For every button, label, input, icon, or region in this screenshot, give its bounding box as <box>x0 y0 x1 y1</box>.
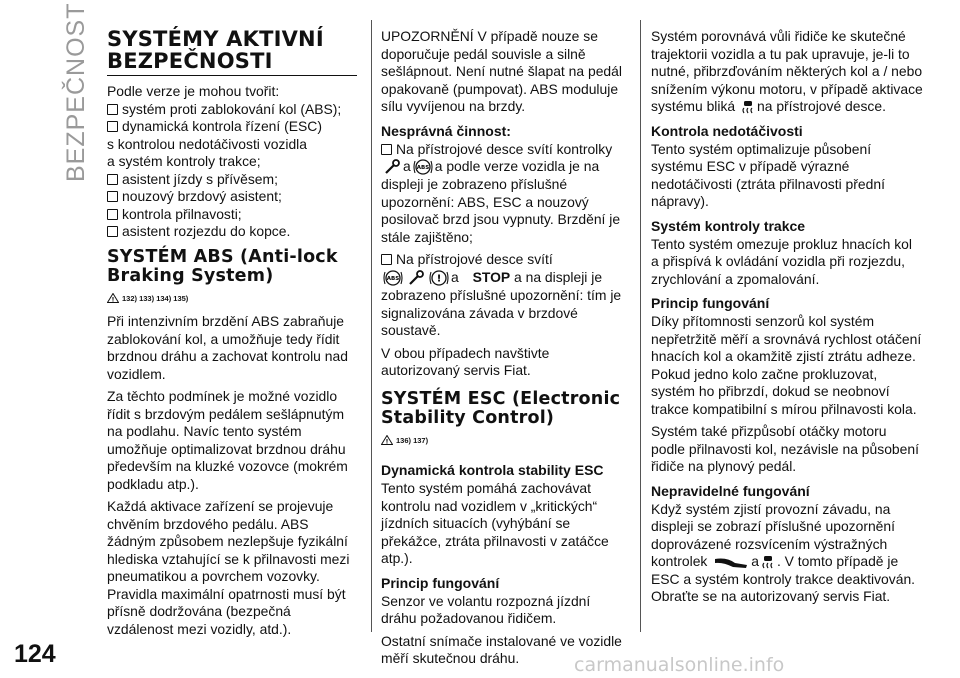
subtitle-irregular: Nepravidelné fungování <box>651 482 810 499</box>
esc-note: s kontrolou nedotáčivosti vozidla <box>107 135 307 152</box>
brake-warning-icon <box>429 269 449 287</box>
paragraph: Tento systém optimalizuje působení systému ESC v případě výrazné nedotáčivosti (ztráta přilnavosti přední nápravy). <box>651 140 885 209</box>
column-3 <box>651 28 923 611</box>
subtitle-understeer: Kontrola nedotáčivosti <box>651 122 803 139</box>
bullet-square-icon <box>381 254 392 265</box>
list-item: dynamická kontrola řízení (ESC) <box>107 118 357 136</box>
paragraph: a ABS a podle verze vozidla je na displeji je zobrazeno příslušné upozornění: ABS, ESC a nouzový posilovač brzd jsou vypnuty. Brzdění je stále zajištěno; <box>381 158 621 245</box>
paragraph: Když systém zjistí provozní závadu, na displeji se zobrazí příslušné upozornění doprovázené rozsvícením výstražných kontrolek a . V tomto případě je ESC a systém kontroly trakce deaktivován. Obraťte se na autorizovaný servis Fiat. <box>651 500 916 604</box>
list-item: nouzový brzdový asistent; <box>107 188 357 206</box>
svg-text:!: ! <box>111 296 115 304</box>
steering-warning-icon <box>713 555 749 569</box>
subtitle-principle: Princip fungování <box>651 295 770 311</box>
list-item: Na přístrojové desce svítí kontrolky <box>381 141 629 159</box>
paragraph: Tento systém pomáhá zachovávat kontrolu nad vozidlem v „kritických“ jízdních situacích (vyhýbání se překážce, ztráta přilnavosti v zatáčce atp.). <box>381 480 609 567</box>
paragraph: V obou případech navštivte autorizovaný servis Fiat. <box>381 344 550 379</box>
section-sidebar-title: BEZPEČNOST <box>62 2 90 182</box>
bullet-square-icon <box>107 121 118 132</box>
list-item: systém proti zablokování kol (ABS); <box>107 101 357 119</box>
bullet-square-icon <box>107 174 118 185</box>
warning-refs: ! 136) 137) <box>381 432 629 450</box>
list-item: asistent jízdy s přívěsem; <box>107 171 357 189</box>
paragraph: Systém porovnává vůli řidiče ke skutečné trajektorii vozidla a tu pak upravuje, je-li to nutné, přibrzďováním některých kol a / nebo snížením výkonu motoru, v případě aktivace systému bliká na přístrojové desce. <box>651 28 923 114</box>
paragraph: Senzor ve volantu rozpozná jízdní dráhu požadovanou řidičem. <box>381 592 591 627</box>
paragraph: Systém také přizpůsobí otáčky motoru podle přilnavosti kol, nezávisle na působení řidiče na plynový pedál. <box>651 423 919 474</box>
column-divider <box>640 20 641 632</box>
list-item: asistent rozjezdu do kopce. <box>107 223 357 241</box>
svg-text:!: ! <box>436 273 442 285</box>
bullet-square-icon <box>107 191 118 202</box>
svg-text:ABS: ABS <box>386 276 400 283</box>
subtitle-traction: Systém kontroly trakce <box>651 217 806 234</box>
section-title-active-safety: SYSTÉMY AKTIVNÍ BEZPEČNOSTI <box>107 28 357 76</box>
abs-warning-icon <box>413 158 433 176</box>
page-number: 124 <box>14 640 56 668</box>
intro-text: Podle verze je mohou tvořit: <box>107 83 280 99</box>
bullet-square-icon <box>107 104 118 115</box>
paragraph: Každá aktivace zařízení se projevuje chvěním brzdového pedálu. ABS žádným způsobem nezlepšuje fyzikální hlediska vztahující se k přilnavosti mezi pneumatikou a povrchem vozovky. Pravidla maximální opatrnosti musí být přísně dodržována (bezpečná vzdálenost mezi vozidly, atd.). <box>107 498 350 637</box>
list-item: kontrola přilnavosti; <box>107 206 357 224</box>
esc-skid-icon <box>741 100 755 114</box>
column-divider <box>371 20 372 632</box>
paragraph: UPOZORNĚNÍ V případě nouze se doporučuje pedál souvisle a silně sešlápnout. Není nutné šlapat na pedál opakovaně (pumpovat). ABS moduluje sílu vyvíjenou na brzdy. <box>381 28 622 114</box>
warning-triangle-icon <box>107 293 119 303</box>
subtitle-wrong-operation: Nesprávná činnost: <box>381 122 511 139</box>
esc-skid-icon <box>761 555 775 569</box>
paragraph: Za těchto podmínek je možné vozidlo řídit s brzdovým pedálem sešlápnutým na podlahu. Navíc tento systém umožňuje optimalizovat brzdnou dráhu především na kluzké vozovce (mokrém podkladu atp.). <box>107 388 348 492</box>
paragraph: Díky přítomnosti senzorů kol systém nepřetržitě měří a srovnává rychlost otáčení hnacích kol a okamžitě zjistí ztrátu adheze. Pokud jedno kolo začne prokluzovat, systém ho přibrzdí, dokud se neobnoví trakce kompatibilní s mírou přilnavosti kola. <box>651 313 922 417</box>
svg-text:!: ! <box>385 439 389 446</box>
paragraph: Tento systém omezuje prokluz hnacích kol a přispívá k ovládání vozidla při rozjezdu, zrychlování a zpomalování. <box>651 235 912 287</box>
warning-refs: ! 132) 133) 134) 135) <box>107 290 357 308</box>
column-2 <box>381 28 629 673</box>
wrench-icon <box>407 270 425 286</box>
column-1 <box>107 28 357 643</box>
paragraph: ABS ! a STOP a na displeji je zobrazeno příslušné upozornění: tím je signalizována závada v brzdové soustavě. <box>381 268 622 339</box>
paragraph: Ostatní snímače instalované ve vozidle měří skutečnou dráhu. <box>381 632 622 667</box>
bullet-square-icon <box>107 226 118 237</box>
wrench-icon <box>383 159 401 175</box>
abs-warning-icon <box>383 269 403 287</box>
section-title-esc: SYSTÉM ESC (Electronic Stability Control) <box>381 388 621 428</box>
bullet-square-icon <box>381 144 392 155</box>
subtitle-dynamic-stability: Dynamická kontrola stability ESC <box>381 462 604 479</box>
section-title-abs: SYSTÉM ABS (Anti-lock Braking System) <box>107 246 338 286</box>
watermark-text: carmanualsonline.info <box>574 654 785 676</box>
list-item: Na přístrojové desce svítí <box>381 251 629 269</box>
bullet-square-icon <box>107 209 118 220</box>
paragraph: Při intenzivním brzdění ABS zabraňuje zablokování kol, a umožňuje tedy řídit brzdnou dráhu a zachovat kontrolu nad vozidlem. <box>107 313 348 382</box>
esc-note: a systém kontroly trakce; <box>107 153 261 169</box>
svg-text:ABS: ABS <box>416 165 429 172</box>
warning-triangle-icon <box>381 435 393 445</box>
subtitle-principle: Princip fungování <box>381 574 500 591</box>
stop-label: STOP <box>472 268 511 285</box>
